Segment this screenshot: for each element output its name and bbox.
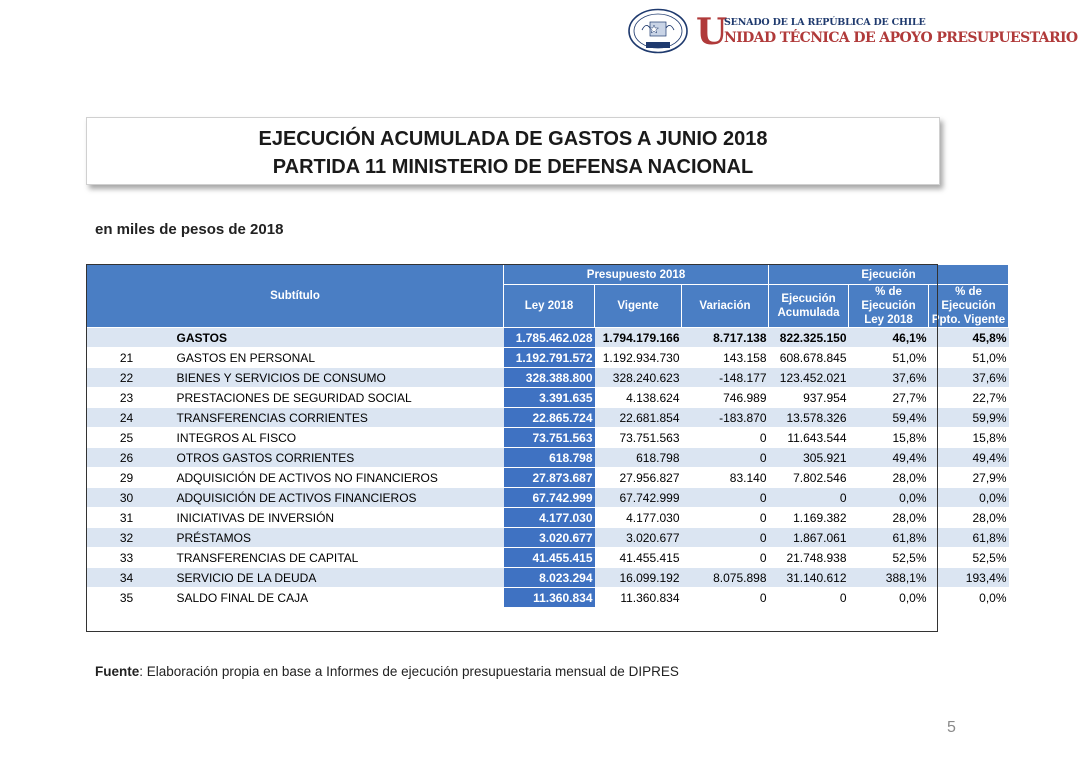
cell-pct-ley: 0,0%: [849, 488, 929, 508]
cell-ejecucion: 305.921: [769, 448, 849, 468]
cell-variacion: 0: [682, 508, 769, 528]
table-row: [87, 548, 1009, 568]
cell-ley: 73.751.563: [504, 428, 595, 448]
cell-variacion: 0: [682, 528, 769, 548]
cell-variacion: -183.870: [682, 408, 769, 428]
header-subtitulo: Subtítulo: [87, 265, 504, 328]
cell-variacion: 0: [682, 588, 769, 608]
cell-name: TRANSFERENCIAS DE CAPITAL: [167, 548, 504, 568]
cell-variacion: 143.158: [682, 348, 769, 368]
budget-table: [86, 264, 1009, 608]
table-row: [87, 488, 1009, 508]
cell-variacion: 0: [682, 428, 769, 448]
cell-ley: 8.023.294: [504, 568, 595, 588]
cell-pct-vigente: 45,8%: [929, 328, 1009, 348]
table-row: [87, 408, 1009, 428]
cell-name: BIENES Y SERVICIOS DE CONSUMO: [167, 368, 504, 388]
cell-pct-ley: 27,7%: [849, 388, 929, 408]
cell-pct-vigente: 0,0%: [929, 588, 1009, 608]
cell-code: 24: [87, 408, 167, 428]
cell-code: 22: [87, 368, 167, 388]
table-body: [87, 328, 1009, 608]
cell-pct-vigente: 27,9%: [929, 468, 1009, 488]
cell-name: SERVICIO DE LA DEUDA: [167, 568, 504, 588]
cell-name: TRANSFERENCIAS CORRIENTES: [167, 408, 504, 428]
table-row: [87, 468, 1009, 488]
cell-ley: 3.391.635: [504, 388, 595, 408]
cell-vigente: 22.681.854: [595, 408, 682, 428]
cell-pct-vigente: 0,0%: [929, 488, 1009, 508]
cell-ejecucion: 31.140.612: [769, 568, 849, 588]
cell-code: 26: [87, 448, 167, 468]
table-row: [87, 508, 1009, 528]
header-presupuesto: Presupuesto 2018: [504, 265, 769, 285]
cell-vigente: 67.742.999: [595, 488, 682, 508]
cell-vigente: 3.020.677: [595, 528, 682, 548]
cell-vigente: 11.360.834: [595, 588, 682, 608]
cell-code: [87, 328, 167, 348]
table-row: [87, 428, 1009, 448]
cell-pct-ley: 61,8%: [849, 528, 929, 548]
table-row: [87, 448, 1009, 468]
cell-ejecucion: 11.643.544: [769, 428, 849, 448]
logo-unidad-text: NIDAD TÉCNICA DE APOYO PRESUPUESTARIO: [724, 30, 1078, 46]
header-ejecucion-acumulada: Ejecución Acumulada: [769, 285, 849, 328]
cell-ejecucion: 937.954: [769, 388, 849, 408]
cell-vigente: 16.099.192: [595, 568, 682, 588]
cell-ley: 618.798: [504, 448, 595, 468]
cell-pct-ley: 37,6%: [849, 368, 929, 388]
cell-ejecucion: 7.802.546: [769, 468, 849, 488]
cell-pct-ley: 388,1%: [849, 568, 929, 588]
cell-code: 33: [87, 548, 167, 568]
cell-ejecucion: 123.452.021: [769, 368, 849, 388]
title-box: [86, 117, 940, 185]
cell-pct-ley: 0,0%: [849, 588, 929, 608]
cell-pct-vigente: 28,0%: [929, 508, 1009, 528]
cell-vigente: 27.956.827: [595, 468, 682, 488]
header-ley: Ley 2018: [504, 285, 595, 328]
logo-senado-text: SENADO DE LA REPÚBLICA DE CHILE: [724, 17, 926, 28]
cell-code: 25: [87, 428, 167, 448]
cell-ejecucion: 1.169.382: [769, 508, 849, 528]
cell-pct-vigente: 37,6%: [929, 368, 1009, 388]
cell-pct-vigente: 193,4%: [929, 568, 1009, 588]
cell-pct-ley: 28,0%: [849, 468, 929, 488]
cell-variacion: 0: [682, 548, 769, 568]
header-variacion: Variación: [682, 285, 769, 328]
cell-pct-ley: 15,8%: [849, 428, 929, 448]
cell-vigente: 73.751.563: [595, 428, 682, 448]
cell-ejecucion: 13.578.326: [769, 408, 849, 428]
cell-name: GASTOS: [167, 328, 504, 348]
cell-code: 32: [87, 528, 167, 548]
cell-pct-vigente: 51,0%: [929, 348, 1009, 368]
source-text: : Elaboración propia en base a Informes de ejecución presupuestaria mensual de DIPRES: [139, 664, 679, 679]
table-row: [87, 528, 1009, 548]
cell-pct-ley: 52,5%: [849, 548, 929, 568]
header-pct-ley: % de Ejecución Ley 2018: [849, 285, 929, 328]
header-pct-vigente: % de Ejecución Ppto. Vigente: [929, 285, 1009, 328]
cell-name: ADQUISICIÓN DE ACTIVOS FINANCIEROS: [167, 488, 504, 508]
cell-code: 29: [87, 468, 167, 488]
table-row: [87, 388, 1009, 408]
cell-variacion: 8.075.898: [682, 568, 769, 588]
source-label: Fuente: [95, 664, 140, 679]
cell-variacion: 746.989: [682, 388, 769, 408]
cell-ley: 67.742.999: [504, 488, 595, 508]
cell-vigente: 1.192.934.730: [595, 348, 682, 368]
header-vigente: Vigente: [595, 285, 682, 328]
cell-ejecucion: 1.867.061: [769, 528, 849, 548]
cell-vigente: 41.455.415: [595, 548, 682, 568]
cell-vigente: 328.240.623: [595, 368, 682, 388]
cell-code: 34: [87, 568, 167, 588]
logo-letter-u: U: [696, 11, 728, 53]
cell-pct-vigente: 61,8%: [929, 528, 1009, 548]
cell-pct-vigente: 22,7%: [929, 388, 1009, 408]
cell-name: PRESTACIONES DE SEGURIDAD SOCIAL: [167, 388, 504, 408]
cell-pct-vigente: 52,5%: [929, 548, 1009, 568]
cell-name: GASTOS EN PERSONAL: [167, 348, 504, 368]
cell-pct-vigente: 15,8%: [929, 428, 1009, 448]
cell-pct-vigente: 49,4%: [929, 448, 1009, 468]
cell-variacion: 0: [682, 448, 769, 468]
cell-code: 21: [87, 348, 167, 368]
cell-ley: 1.192.791.572: [504, 348, 595, 368]
cell-ley: 328.388.800: [504, 368, 595, 388]
cell-vigente: 4.177.030: [595, 508, 682, 528]
cell-ley: 3.020.677: [504, 528, 595, 548]
cell-pct-ley: 51,0%: [849, 348, 929, 368]
cell-vigente: 4.138.624: [595, 388, 682, 408]
cell-name: SALDO FINAL DE CAJA: [167, 588, 504, 608]
cell-code: 30: [87, 488, 167, 508]
cell-variacion: 8.717.138: [682, 328, 769, 348]
cell-ley: 1.785.462.028: [504, 328, 595, 348]
page-title: EJECUCIÓN ACUMULADA DE GASTOS A JUNIO 2018: [258, 128, 768, 150]
cell-name: PRÉSTAMOS: [167, 528, 504, 548]
units-caption: en miles de pesos de 2018: [95, 221, 284, 238]
cell-variacion: 83.140: [682, 468, 769, 488]
cell-ley: 4.177.030: [504, 508, 595, 528]
cell-vigente: 618.798: [595, 448, 682, 468]
cell-ley: 22.865.724: [504, 408, 595, 428]
cell-variacion: -148.177: [682, 368, 769, 388]
table-row: [87, 348, 1009, 368]
cell-ley: 27.873.687: [504, 468, 595, 488]
source-note: [95, 664, 679, 679]
cell-name: INTEGROS AL FISCO: [167, 428, 504, 448]
cell-pct-ley: 46,1%: [849, 328, 929, 348]
cell-name: INICIATIVAS DE INVERSIÓN: [167, 508, 504, 528]
cell-name: ADQUISICIÓN DE ACTIVOS NO FINANCIEROS: [167, 468, 504, 488]
cell-name: OTROS GASTOS CORRIENTES: [167, 448, 504, 468]
cell-vigente: 1.794.179.166: [595, 328, 682, 348]
cell-pct-ley: 59,4%: [849, 408, 929, 428]
senate-logo: [628, 8, 1078, 56]
table-row: [87, 588, 1009, 608]
cell-ley: 11.360.834: [504, 588, 595, 608]
cell-pct-ley: 28,0%: [849, 508, 929, 528]
cell-variacion: 0: [682, 488, 769, 508]
senate-seal-icon: [628, 8, 690, 54]
cell-ejecucion: 21.748.938: [769, 548, 849, 568]
header-ejecucion: Ejecución: [769, 265, 1009, 285]
table-row: [87, 328, 1009, 348]
page-number: 5: [947, 719, 956, 736]
cell-pct-vigente: 59,9%: [929, 408, 1009, 428]
table-row: [87, 368, 1009, 388]
page-subtitle-partida: PARTIDA 11 MINISTERIO DE DEFENSA NACIONAL: [272, 156, 754, 178]
table-row: [87, 568, 1009, 588]
cell-ejecucion: 0: [769, 588, 849, 608]
cell-code: 35: [87, 588, 167, 608]
cell-code: 31: [87, 508, 167, 528]
cell-ejecucion: 0: [769, 488, 849, 508]
cell-pct-ley: 49,4%: [849, 448, 929, 468]
cell-ejecucion: 822.325.150: [769, 328, 849, 348]
cell-code: 23: [87, 388, 167, 408]
cell-ley: 41.455.415: [504, 548, 595, 568]
cell-ejecucion: 608.678.845: [769, 348, 849, 368]
